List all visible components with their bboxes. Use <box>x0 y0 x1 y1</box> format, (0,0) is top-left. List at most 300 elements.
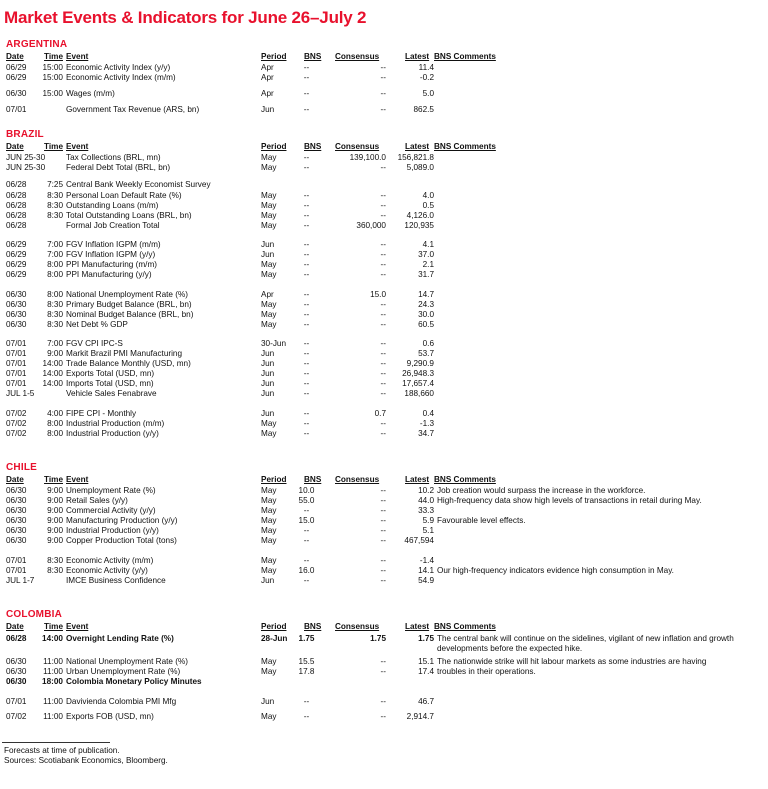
cell-latest: 2.1 <box>422 260 434 269</box>
cell-date: 06/30 <box>6 320 27 329</box>
table-row <box>0 300 768 310</box>
header-event: Event <box>66 475 89 484</box>
cell-latest: 2,914.7 <box>406 712 434 721</box>
cell-consensus: 15.0 <box>370 290 386 299</box>
cell-bns: -- <box>303 300 310 309</box>
cell-date: 07/01 <box>6 379 27 388</box>
cell-event: Colombia Monetary Policy Minutes <box>66 677 202 686</box>
header-event: Event <box>66 142 89 151</box>
cell-date: 07/01 <box>6 369 27 378</box>
cell-bns: -- <box>303 429 310 438</box>
cell-period: May <box>261 419 277 428</box>
cell-bns: -- <box>303 63 310 72</box>
header-time: Time <box>44 142 63 151</box>
table-row <box>0 201 768 211</box>
cell-time: 8:00 <box>47 419 63 428</box>
cell-latest: 44.0 <box>418 496 434 505</box>
cell-latest: 5.1 <box>422 526 434 535</box>
cell-consensus: -- <box>380 419 386 428</box>
cell-period: Apr <box>261 290 274 299</box>
cell-latest: -1.4 <box>419 556 434 565</box>
cell-bns: -- <box>303 89 310 98</box>
table-row <box>0 486 768 496</box>
cell-event: Industrial Production (y/y) <box>66 429 159 438</box>
cell-consensus: 139,100.0 <box>349 153 386 162</box>
cell-latest: 9,290.9 <box>406 359 434 368</box>
cell-latest: 15.1 <box>418 657 434 666</box>
table-header <box>0 475 768 485</box>
cell-consensus: -- <box>380 310 386 319</box>
cell-event: FGV Inflation IGPM (y/y) <box>66 250 156 259</box>
cell-consensus: -- <box>380 320 386 329</box>
cell-period: May <box>261 516 277 525</box>
cell-bns: -- <box>303 105 310 114</box>
cell-bns: -- <box>303 419 310 428</box>
cell-consensus: -- <box>380 369 386 378</box>
header-consensus: Consensus <box>335 622 380 631</box>
cell-event: Net Debt % GDP <box>66 320 128 329</box>
cell-date: JUL 1-7 <box>6 576 35 585</box>
cell-period: May <box>261 566 277 575</box>
cell-bns: -- <box>303 389 310 398</box>
cell-event: Personal Loan Default Rate (%) <box>66 191 182 200</box>
cell-bns: -- <box>303 349 310 358</box>
cell-comment: High-frequency data show high levels of transactions in retail during May. <box>437 496 702 505</box>
table-row <box>0 634 768 644</box>
cell-bns: -- <box>303 379 310 388</box>
cell-period: 28-Jun <box>261 634 288 643</box>
cell-date: 06/28 <box>6 211 27 220</box>
cell-latest: 17.4 <box>418 667 434 676</box>
cell-period: May <box>261 657 277 666</box>
cell-comment: troubles in their operations. <box>437 667 536 676</box>
cell-date: JUL 1-5 <box>6 389 35 398</box>
cell-date: 06/29 <box>6 260 27 269</box>
cell-date: 06/30 <box>6 310 27 319</box>
cell-period: May <box>261 486 277 495</box>
cell-consensus: -- <box>380 429 386 438</box>
cell-time: 8:00 <box>47 290 63 299</box>
cell-period: Jun <box>261 349 275 358</box>
cell-period: May <box>261 526 277 535</box>
cell-bns: -- <box>303 369 310 378</box>
cell-event: Commercial Activity (y/y) <box>66 506 156 515</box>
cell-period: Jun <box>261 250 275 259</box>
table-row <box>0 250 768 260</box>
cell-period: May <box>261 429 277 438</box>
cell-time: 9:00 <box>47 496 63 505</box>
cell-time: 11:00 <box>43 667 63 676</box>
table-header <box>0 622 768 632</box>
cell-time: 7:25 <box>47 180 63 189</box>
cell-consensus: -- <box>380 89 386 98</box>
cell-event: Government Tax Revenue (ARS, bn) <box>66 105 200 114</box>
header-comments: BNS Comments <box>434 622 496 631</box>
cell-consensus: -- <box>380 389 386 398</box>
cell-latest: 0.4 <box>422 409 434 418</box>
cell-consensus: -- <box>380 270 386 279</box>
cell-latest: 14.7 <box>418 290 434 299</box>
cell-period: Jun <box>261 359 275 368</box>
cell-bns: 15.0 <box>298 516 315 525</box>
cell-event: Vehicle Sales Fenabrave <box>66 389 157 398</box>
table-row-continuation <box>0 644 768 654</box>
cell-time: 9:00 <box>47 506 63 515</box>
cell-latest: 46.7 <box>418 697 434 706</box>
cell-time: 9:00 <box>47 486 63 495</box>
cell-bns: 10.0 <box>298 486 315 495</box>
table-row <box>0 429 768 439</box>
header-date: Date <box>6 622 24 631</box>
table-row <box>0 506 768 516</box>
cell-date: 06/30 <box>6 657 27 666</box>
cell-latest: 862.5 <box>413 105 434 114</box>
cell-consensus: -- <box>380 191 386 200</box>
cell-period: Apr <box>261 73 274 82</box>
cell-bns: -- <box>303 576 310 585</box>
cell-consensus: -- <box>380 712 386 721</box>
cell-latest: 14.1 <box>418 566 434 575</box>
cell-bns: -- <box>303 536 310 545</box>
section-title-colombia: COLOMBIA <box>6 609 63 620</box>
cell-consensus: 360,000 <box>356 221 386 230</box>
cell-time: 15:00 <box>42 63 63 72</box>
cell-consensus: -- <box>380 667 386 676</box>
cell-date: 06/30 <box>6 667 27 676</box>
cell-time: 8:30 <box>47 300 63 309</box>
cell-bns: -- <box>303 260 310 269</box>
cell-event: Outstanding Loans (m/m) <box>66 201 159 210</box>
cell-period: Jun <box>261 697 275 706</box>
cell-date: 07/01 <box>6 349 27 358</box>
cell-consensus: -- <box>380 697 386 706</box>
cell-bns: -- <box>303 506 310 515</box>
cell-date: 07/02 <box>6 409 27 418</box>
cell-comment: The nationwide strike will hit labour markets as some industries are having <box>437 657 707 666</box>
cell-time: 11:00 <box>43 657 63 666</box>
cell-period: Jun <box>261 369 275 378</box>
cell-bns: -- <box>303 339 310 348</box>
cell-latest: 467,594 <box>404 536 434 545</box>
cell-latest: 5.0 <box>422 89 434 98</box>
cell-latest: 0.5 <box>422 201 434 210</box>
page-title: Market Events & Indicators for June 26–July 2 <box>4 8 367 27</box>
cell-latest: 53.7 <box>418 349 434 358</box>
cell-date: JUN 25-30 <box>6 163 46 172</box>
cell-date: JUN 25-30 <box>6 153 46 162</box>
table-row <box>0 379 768 389</box>
cell-consensus: -- <box>380 339 386 348</box>
cell-latest: 188,660 <box>404 389 434 398</box>
header-comments: BNS Comments <box>434 475 496 484</box>
cell-latest: 31.7 <box>418 270 434 279</box>
cell-date: 06/30 <box>6 536 27 545</box>
cell-event: Retail Sales (y/y) <box>66 496 128 505</box>
cell-bns: -- <box>303 556 310 565</box>
cell-consensus: -- <box>380 105 386 114</box>
cell-time: 15:00 <box>42 73 63 82</box>
header-event: Event <box>66 622 89 631</box>
table-row <box>0 180 768 190</box>
cell-period: May <box>261 556 277 565</box>
header-time: Time <box>44 475 63 484</box>
header-latest: Latest <box>405 622 430 631</box>
cell-event: PPI Manufacturing (y/y) <box>66 270 152 279</box>
cell-latest: 4.1 <box>422 240 434 249</box>
cell-period: Apr <box>261 89 274 98</box>
header-period: Period <box>261 475 287 484</box>
cell-time: 11:00 <box>43 712 63 721</box>
cell-date: 07/01 <box>6 566 27 575</box>
cell-event: Economic Activity (y/y) <box>66 566 148 575</box>
table-row <box>0 712 768 722</box>
cell-event: FIPE CPI - Monthly <box>66 409 137 418</box>
table-row <box>0 63 768 73</box>
cell-date: 07/02 <box>6 419 27 428</box>
cell-event: Trade Balance Monthly (USD, mn) <box>66 359 191 368</box>
cell-time: 8:30 <box>47 211 63 220</box>
cell-event: Primary Budget Balance (BRL, bn) <box>66 300 192 309</box>
cell-comment: The central bank will continue on the sidelines, vigilant of new inflation and growth <box>437 634 734 643</box>
cell-event: Overnight Lending Rate (%) <box>66 634 174 643</box>
cell-event: National Unemployment Rate (%) <box>66 290 188 299</box>
cell-latest: 156,821.8 <box>397 153 434 162</box>
cell-event: IMCE Business Confidence <box>66 576 166 585</box>
cell-time: 7:00 <box>47 240 63 249</box>
cell-bns: -- <box>303 250 310 259</box>
cell-bns: -- <box>303 526 310 535</box>
header-period: Period <box>261 622 287 631</box>
footer-sources: Sources: Scotiabank Economics, Bloomberg. <box>4 756 168 765</box>
table-row <box>0 339 768 349</box>
cell-time: 18:00 <box>42 677 63 686</box>
cell-event: Urban Unemployment Rate (%) <box>66 667 181 676</box>
cell-bns: -- <box>303 712 310 721</box>
cell-bns: -- <box>303 359 310 368</box>
table-row <box>0 153 768 163</box>
header-event: Event <box>66 52 89 61</box>
cell-latest: 5.9 <box>422 516 434 525</box>
table-row <box>0 359 768 369</box>
table-header <box>0 52 768 62</box>
cell-date: 07/01 <box>6 105 27 114</box>
cell-bns: -- <box>303 697 310 706</box>
table-row <box>0 211 768 221</box>
cell-date: 07/01 <box>6 556 27 565</box>
cell-date: 07/02 <box>6 712 27 721</box>
cell-date: 06/30 <box>6 300 27 309</box>
cell-bns: -- <box>303 191 310 200</box>
header-comments: BNS Comments <box>434 142 496 151</box>
cell-latest: 10.2 <box>418 486 434 495</box>
cell-bns: -- <box>303 240 310 249</box>
cell-consensus: -- <box>380 163 386 172</box>
cell-consensus: -- <box>380 506 386 515</box>
cell-event: National Unemployment Rate (%) <box>66 657 188 666</box>
cell-period: May <box>261 270 277 279</box>
cell-period: Jun <box>261 576 275 585</box>
cell-event: Imports Total (USD, mn) <box>66 379 154 388</box>
cell-latest: 5,089.0 <box>406 163 434 172</box>
table-row <box>0 667 768 677</box>
header-period: Period <box>261 52 287 61</box>
cell-time: 7:00 <box>47 339 63 348</box>
cell-latest: 37.0 <box>418 250 434 259</box>
cell-bns: -- <box>303 73 310 82</box>
cell-bns: -- <box>303 290 310 299</box>
header-bns: BNS <box>304 52 322 61</box>
cell-period: May <box>261 153 277 162</box>
cell-latest: 24.3 <box>418 300 434 309</box>
cell-bns: -- <box>303 163 310 172</box>
cell-date: 06/28 <box>6 191 27 200</box>
cell-consensus: -- <box>380 240 386 249</box>
cell-consensus: -- <box>380 73 386 82</box>
cell-time: 9:00 <box>47 349 63 358</box>
cell-period: May <box>261 667 277 676</box>
cell-period: May <box>261 260 277 269</box>
cell-date: 06/30 <box>6 506 27 515</box>
cell-bns: -- <box>303 153 310 162</box>
cell-consensus: -- <box>380 657 386 666</box>
cell-consensus: -- <box>380 201 386 210</box>
cell-date: 07/01 <box>6 697 27 706</box>
cell-comment: Our high-frequency indicators evidence high consumption in May. <box>437 566 674 575</box>
cell-time: 8:00 <box>47 270 63 279</box>
cell-date: 06/30 <box>6 516 27 525</box>
cell-bns: -- <box>303 409 310 418</box>
cell-comment: Job creation would surpass the increase in the workforce. <box>437 486 646 495</box>
cell-latest: 34.7 <box>418 429 434 438</box>
table-row <box>0 349 768 359</box>
cell-latest: 0.6 <box>422 339 434 348</box>
cell-date: 07/02 <box>6 429 27 438</box>
table-row <box>0 389 768 399</box>
cell-period: May <box>261 163 277 172</box>
cell-time: 14:00 <box>42 634 63 643</box>
cell-comment: developments before the expected hike. <box>437 644 583 653</box>
cell-period: Jun <box>261 379 275 388</box>
header-date: Date <box>6 52 24 61</box>
cell-consensus: -- <box>380 300 386 309</box>
cell-latest: 30.0 <box>418 310 434 319</box>
cell-period: May <box>261 310 277 319</box>
cell-latest: 17,657.4 <box>402 379 434 388</box>
cell-bns: -- <box>303 320 310 329</box>
header-time: Time <box>44 52 63 61</box>
table-row <box>0 566 768 576</box>
header-consensus: Consensus <box>335 475 380 484</box>
cell-latest: 1.75 <box>418 634 434 643</box>
cell-period: Jun <box>261 240 275 249</box>
cell-latest: 11.4 <box>418 63 434 72</box>
cell-latest: -0.2 <box>419 73 434 82</box>
cell-period: May <box>261 211 277 220</box>
cell-date: 06/30 <box>6 677 27 686</box>
cell-event: Industrial Production (m/m) <box>66 419 165 428</box>
table-row <box>0 89 768 99</box>
cell-latest: 4.0 <box>422 191 434 200</box>
section-title-chile: CHILE <box>6 462 37 473</box>
cell-time: 8:30 <box>47 320 63 329</box>
cell-date: 06/28 <box>6 180 27 189</box>
table-row <box>0 240 768 250</box>
section-title-brazil: BRAZIL <box>6 129 44 140</box>
cell-period: May <box>261 712 277 721</box>
header-date: Date <box>6 475 24 484</box>
cell-event: Unemployment Rate (%) <box>66 486 156 495</box>
table-row <box>0 221 768 231</box>
cell-bns: -- <box>303 211 310 220</box>
header-consensus: Consensus <box>335 142 380 151</box>
cell-event: Davivienda Colombia PMI Mfg <box>66 697 177 706</box>
table-row <box>0 191 768 201</box>
cell-period: 30-Jun <box>261 339 287 348</box>
cell-period: Apr <box>261 63 274 72</box>
cell-event: Exports FOB (USD, mn) <box>66 712 154 721</box>
cell-bns: 16.0 <box>298 566 315 575</box>
cell-latest: 120,935 <box>404 221 434 230</box>
cell-latest: 54.9 <box>418 576 434 585</box>
cell-period: Jun <box>261 105 275 114</box>
header-latest: Latest <box>405 142 430 151</box>
cell-event: Manufacturing Production (y/y) <box>66 516 178 525</box>
cell-event: Nominal Budget Balance (BRL, bn) <box>66 310 194 319</box>
cell-bns: 17.8 <box>298 667 315 676</box>
cell-date: 06/28 <box>6 634 27 643</box>
table-row <box>0 697 768 707</box>
cell-consensus: -- <box>380 516 386 525</box>
cell-consensus: -- <box>380 250 386 259</box>
cell-period: May <box>261 506 277 515</box>
cell-consensus: -- <box>380 556 386 565</box>
cell-consensus: -- <box>380 260 386 269</box>
cell-date: 06/30 <box>6 486 27 495</box>
table-header <box>0 142 768 152</box>
cell-bns: 1.75 <box>298 634 315 643</box>
table-row <box>0 419 768 429</box>
table-row <box>0 516 768 526</box>
cell-consensus: -- <box>380 359 386 368</box>
cell-consensus: -- <box>380 526 386 535</box>
cell-time: 4:00 <box>47 409 63 418</box>
cell-period: May <box>261 191 277 200</box>
header-bns: BNS <box>304 475 322 484</box>
cell-time: 11:00 <box>43 697 63 706</box>
cell-consensus: -- <box>380 63 386 72</box>
cell-bns: -- <box>303 221 310 230</box>
cell-date: 06/29 <box>6 63 27 72</box>
cell-event: Total Outstanding Loans (BRL, bn) <box>66 211 192 220</box>
cell-period: Jun <box>261 389 275 398</box>
header-time: Time <box>44 622 63 631</box>
cell-event: Exports Total (USD, mn) <box>66 369 155 378</box>
cell-date: 07/01 <box>6 339 27 348</box>
cell-bns: -- <box>303 270 310 279</box>
cell-latest: 33.3 <box>418 506 434 515</box>
cell-date: 06/30 <box>6 89 27 98</box>
table-row <box>0 556 768 566</box>
table-row <box>0 270 768 280</box>
cell-event: Central Bank Weekly Economist Survey <box>66 180 211 189</box>
header-comments: BNS Comments <box>434 52 496 61</box>
cell-latest: 26,948.3 <box>402 369 434 378</box>
cell-bns: -- <box>303 310 310 319</box>
cell-event: FGV CPI IPC-S <box>66 339 123 348</box>
cell-event: Economic Activity Index (y/y) <box>66 63 171 72</box>
cell-period: May <box>261 300 277 309</box>
cell-date: 06/30 <box>6 290 27 299</box>
